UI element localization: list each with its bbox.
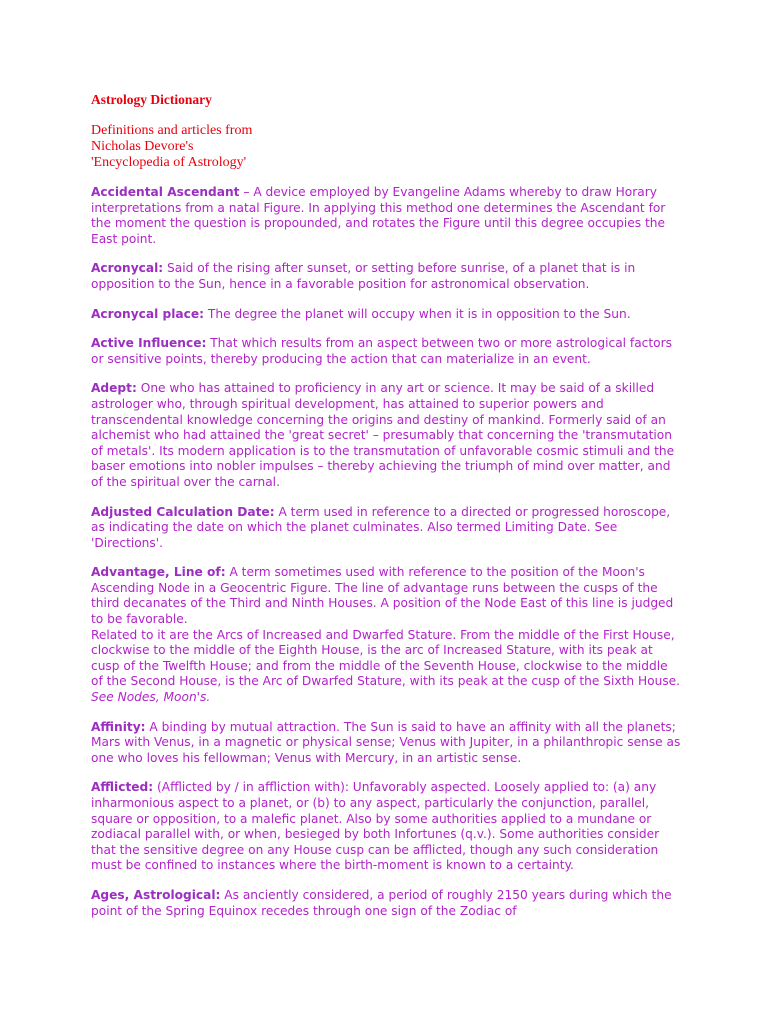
entry-adjusted-calculation-date bbox=[91, 505, 681, 552]
entry-text: One who has attained to proficiency in any art or science. It may be said of a skilled astrologer who, through spiritual development, has attained to superior powers and transcendental knowledge concerning the origins and destiny of mankind. Formerly said of an alchemist who had attained the 'great secret' – presumably that concerning the 'transmutation of metals'. Its modern application is to the transmutation of unfavorable cosmic stimuli and the baser emotions into nobler impulses – thereby achieving the triumph of mind over matter, and of the spiritual over the carnal. bbox=[91, 381, 675, 489]
entry-ages-astrological bbox=[91, 888, 681, 919]
entry-term: Afflicted: bbox=[91, 780, 154, 795]
entry-text: A binding by mutual attraction. The Sun is said to have an affinity with all the planets; Mars with Venus, in a magnetic or physical sense; Venus with Jupiter, in a philanthropic sense as one who loves his fellowman; Venus with Mercury, in an artistic sense. bbox=[91, 719, 681, 765]
entry-afflicted bbox=[91, 780, 681, 874]
entry-term: Accidental Ascendant bbox=[91, 185, 240, 199]
entry-accidental-ascendant bbox=[91, 185, 681, 247]
subtitle-line: Nicholas Devore's bbox=[91, 139, 194, 154]
entry-term: Acronycal place: bbox=[91, 306, 205, 321]
entry-text: A term sometimes used with reference to the position of the Moon's Ascending Node in a Geocentric Figure. The line of advantage runs between the cusps of the third decanates of the Third and Ninth Houses. A position of the Node East of this line is judged to be favorable. bbox=[91, 565, 674, 627]
entry-text: Related to it are the Arcs of Increased and Dwarfed Stature. From the middle of the First House, clockwise to the middle of the Eighth House, is the arc of Increased Stature, with its peak at cusp of the Twelfth House; and from the middle of the Seventh House, clockwise to the middle of the Second House, is the Arc of Dwarfed Stature, with its peak at the cusp of the Sixth House. bbox=[91, 627, 681, 689]
entry-term: Active Influence: bbox=[91, 336, 207, 351]
entry-active-influence bbox=[91, 336, 681, 367]
entry-text: Said of the rising after sunset, or setting before sunrise, of a planet that is in opposition to the Sun, hence in a favorable position for astronomical observation. bbox=[91, 261, 636, 291]
subtitle-line: Definitions and articles from bbox=[91, 123, 253, 138]
entry-acronycal bbox=[91, 261, 681, 292]
entry-text-continued bbox=[91, 628, 681, 706]
document-subtitle bbox=[91, 123, 681, 171]
entry-text: A term used in reference to a directed or progressed horoscope, as indicating the date on which the planet culminates. Also termed Limiting Date. See 'Directions'. bbox=[91, 504, 671, 550]
entry-term: Advantage, Line of: bbox=[91, 565, 226, 580]
entry-text: That which results from an aspect between two or more astrological factors or sensitive points, thereby producing the action that can materialize in an event. bbox=[91, 336, 672, 366]
entry-text: – A device employed by Evangeline Adams whereby to draw Horary interpretations from a natal Figure. In applying this method one determines the Ascendant for the moment the question is propounded, and rotates the Figure until this degree occupies the East point. bbox=[91, 185, 666, 246]
entry-text: As anciently considered, a period of roughly 2150 years during which the point of the Spring Equinox recedes through one sign of the Zodiac of bbox=[91, 887, 672, 918]
entry-affinity bbox=[91, 720, 681, 767]
entry-acronycal-place bbox=[91, 307, 681, 323]
entry-term: Ages, Astrological: bbox=[91, 887, 221, 902]
entry-cross-reference: See Nodes, Moon's. bbox=[91, 690, 211, 705]
entry-term: Adjusted Calculation Date: bbox=[91, 504, 275, 519]
document-page bbox=[91, 91, 681, 933]
entry-advantage-line-of bbox=[91, 565, 681, 705]
entry-text: The degree the planet will occupy when it is in opposition to the Sun. bbox=[204, 306, 631, 321]
entry-term: Acronycal: bbox=[91, 261, 164, 276]
entry-text: (Afflicted by / in affliction with): Unfavorably aspected. Loosely applied to: (a) any inharmonious aspect to a planet, or (b) to any aspect, particularly the conjunction, parallel, square or opposition, to a malefic planet. Also by some authorities applied to a mundane or zodiacal parallel with, or when, besieged by both Infortunes (q.v.). Some authorities consider that the sensitive degree on any House cusp can be afflicted, though any such consideration must be confined to instances where the birth-moment is known to a certainty. bbox=[91, 780, 660, 873]
document-title: Astrology Dictionary bbox=[91, 92, 212, 107]
entry-term: Affinity: bbox=[91, 719, 146, 734]
entry-term: Adept: bbox=[91, 381, 137, 396]
subtitle-line: 'Encyclopedia of Astrology' bbox=[91, 155, 247, 170]
entry-adept bbox=[91, 381, 681, 490]
